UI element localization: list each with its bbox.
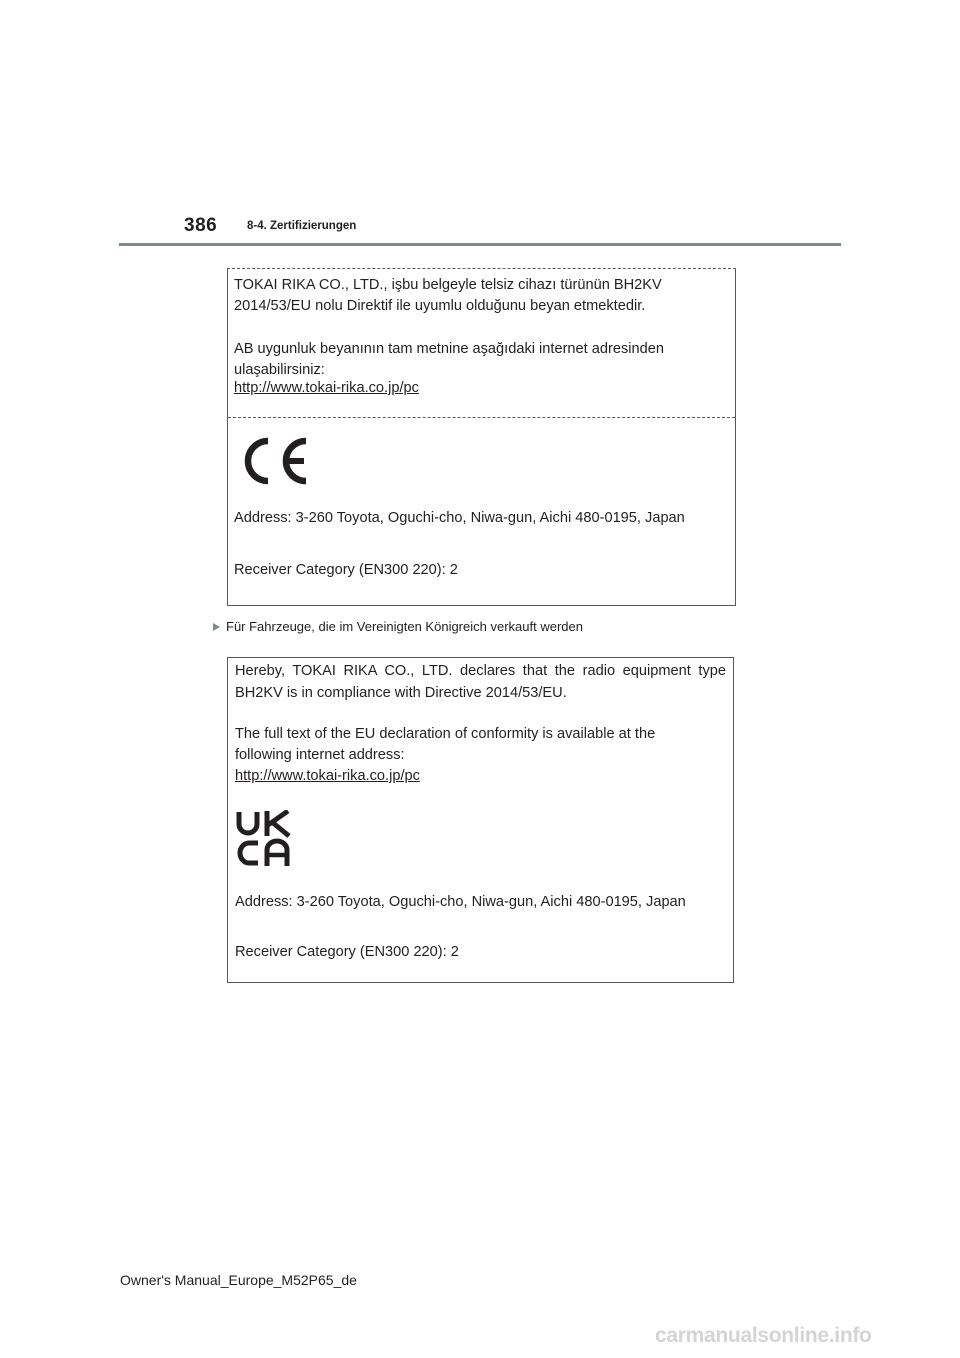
header-rule	[119, 243, 841, 246]
ukca-mark-icon	[236, 810, 292, 866]
triangle-bullet-icon	[213, 623, 220, 631]
section-title: 8-4. Zertifizierungen	[247, 220, 357, 232]
declaration-line-1: TOKAI RIKA CO., LTD., işbu belgeyle telsiz cihazı türünün BH2KV	[234, 277, 662, 293]
availability-line-2: ulaşabilirsiniz:	[234, 362, 325, 378]
dashed-divider	[228, 417, 735, 418]
uk-declaration-box	[227, 657, 734, 983]
page-number: 386	[184, 215, 218, 236]
receiver-category-text: Receiver Category (EN300 220): 2	[234, 562, 458, 578]
footer-manual-id: Owner's Manual_Europe_M52P65_de	[120, 1272, 357, 1288]
declaration-line-2: BH2KV is in compliance with Directive 2014/53/EU.	[235, 685, 567, 701]
availability-line-2: following internet address:	[235, 747, 405, 763]
uk-heading-text: Für Fahrzeuge, die im Vereinigten Königreich verkauft werden	[226, 619, 583, 634]
address-text: Address: 3-260 Toyota, Oguchi-cho, Niwa-gun, Aichi 480-0195, Japan	[234, 510, 685, 526]
ce-mark-icon	[242, 437, 310, 485]
eu-declaration-box	[227, 268, 736, 606]
availability-line-1: The full text of the EU declaration of conformity is available at the	[235, 726, 656, 742]
declaration-line-2: 2014/53/EU nolu Direktif ile uyumlu olduğunu beyan etmektedir.	[234, 298, 646, 314]
declaration-url-link[interactable]: http://www.tokai-rika.co.jp/pc	[234, 380, 419, 396]
declaration-line-1: Hereby, TOKAI RIKA CO., LTD. declares that the radio equipment type	[235, 663, 726, 679]
receiver-category-text: Receiver Category (EN300 220): 2	[235, 944, 459, 960]
address-text: Address: 3-260 Toyota, Oguchi-cho, Niwa-gun, Aichi 480-0195, Japan	[235, 894, 686, 910]
uk-section-heading	[213, 619, 583, 634]
declaration-url-link[interactable]: http://www.tokai-rika.co.jp/pc	[235, 768, 420, 784]
availability-line-1: AB uygunluk beyanının tam metnine aşağıdaki internet adresinden	[234, 341, 664, 357]
watermark: carmanualsonline.info	[655, 1324, 872, 1347]
